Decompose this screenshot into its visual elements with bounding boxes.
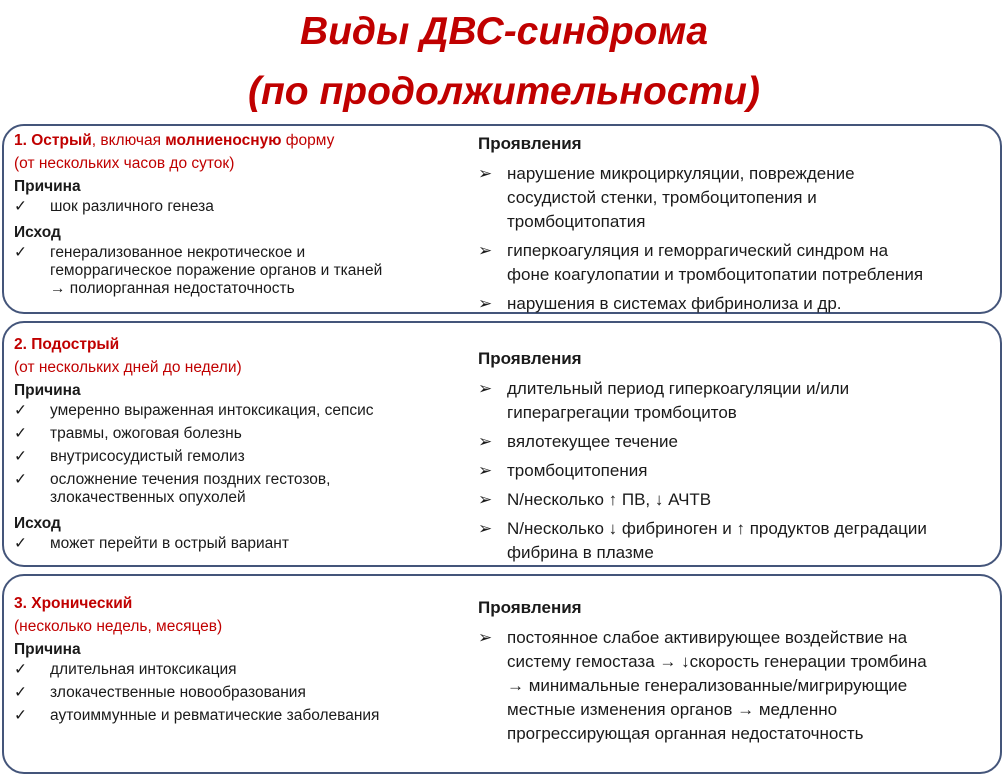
outcome-text: генерализованное некротическое и [50,244,306,261]
subacute-heading: 2. Подострый [14,336,120,353]
manifestation-text: систему гемостаза → ↓скорость генерации тромбина [507,652,927,671]
list-item [478,239,1003,287]
cause-text: злокачественные новообразования [50,684,306,701]
manifestation-text: фибрина в плазме [507,543,654,562]
subacute-duration: (от нескольких дней до недели) [14,359,242,376]
arrow-bullet-icon: ➢ [478,490,493,509]
check-icon: ✓ [14,535,27,552]
list-item [478,488,1003,512]
cause-text: шок различного генеза [50,198,214,215]
list-item [14,244,464,298]
cause-text: умеренно выраженная интоксикация, сепсис [50,402,374,419]
manifestation-text: сосудистой стенки, тромбоцитопения и [507,188,817,207]
check-icon: ✓ [14,425,27,442]
manifestation-text: гиперкоагуляция и геморрагический синдром на [507,241,889,260]
section-acute [2,124,1002,314]
list-item [478,626,1003,746]
manifestation-text: гиперагрегации тромбоцитов [507,403,737,422]
cause-text: осложнение течения поздних гестозов, [50,471,331,488]
list-item [478,430,1003,454]
acute-duration: (от нескольких часов до суток) [14,155,235,172]
chronic-manifestations-label: Проявления [478,598,582,617]
manifestation-text: тромбоцитопения [507,461,648,480]
arrow-bullet-icon: ➢ [478,241,493,260]
list-item [14,535,464,553]
cause-text: аутоиммунные и ревматические заболевания [50,707,380,724]
acute-left-column [14,129,464,303]
arrow-bullet-icon: ➢ [478,379,493,398]
cause-text: внутрисосудистый гемолиз [50,448,245,465]
outcome-text: может перейти в острый вариант [50,535,289,552]
section-subacute [2,321,1002,567]
list-item [478,292,1003,316]
list-item [478,162,1003,234]
chronic-duration: (несколько недель, месяцев) [14,618,223,635]
cause-text: травмы, ожоговая болезнь [50,425,242,442]
acute-title-part-2: форму [281,132,335,149]
subacute-outcome-label: Исход [14,515,61,532]
manifestation-text: тромбоцитопатия [507,212,646,231]
chronic-heading: 3. Хронический [14,595,133,612]
arrow-bullet-icon: ➢ [478,432,493,451]
acute-number: 1. Острый [14,132,92,149]
chronic-right-column [478,596,1003,751]
list-item [14,661,464,679]
check-icon: ✓ [14,448,27,465]
manifestation-text: нарушения в системах фибринолиза и др. [507,294,842,313]
manifestation-text: вялотекущее течение [507,432,678,451]
list-item [478,377,1003,425]
arrow-bullet-icon: ➢ [478,519,493,538]
list-item [14,402,464,420]
arrow-bullet-icon: ➢ [478,461,493,480]
check-icon: ✓ [14,244,27,261]
manifestation-text: постоянное слабое активирующее воздействие на [507,628,908,647]
chronic-left-column [14,592,464,730]
manifestation-text: фоне коагулопатии и тромбоцитопатии потребления [507,265,924,284]
page-subtitle: (по продолжительности) [248,70,760,113]
section-chronic [2,574,1002,774]
subacute-cause-label: Причина [14,382,81,399]
arrow-bullet-icon: ➢ [478,164,493,183]
check-icon: ✓ [14,471,27,488]
arrow-bullet-icon: ➢ [478,294,493,313]
check-icon: ✓ [14,198,27,215]
manifestation-text: N/несколько ↑ ПВ, ↓ АЧТВ [507,490,712,509]
acute-manifestations-label: Проявления [478,134,582,153]
acute-cause-label: Причина [14,178,81,195]
check-icon: ✓ [14,684,27,701]
subacute-manifestations-label: Проявления [478,349,582,368]
page-title: Виды ДВС-синдрома [299,10,709,53]
manifestation-text: N/несколько ↓ фибриноген и ↑ продуктов деградации [507,519,927,538]
manifestation-text: прогрессирующая органная недостаточность [507,724,864,743]
subacute-left-column [14,333,464,558]
manifestation-text: нарушение микроциркуляции, повреждение [507,164,855,183]
list-item [14,471,464,507]
check-icon: ✓ [14,707,27,724]
list-item [14,684,464,702]
acute-title-emphasis: молниеносную [165,132,282,149]
list-item [478,459,1003,483]
acute-heading [14,129,464,152]
list-item [14,425,464,443]
acute-outcome-label: Исход [14,224,61,241]
subacute-right-column [478,347,1003,570]
manifestation-text: длительный период гиперкоагуляции и/или [507,379,850,398]
list-item [478,517,1003,565]
manifestation-text: местные изменения органов → медленно [507,700,838,719]
outcome-text: геморрагическое поражение органов и тканей [50,262,383,279]
cause-text: злокачественных опухолей [50,489,246,506]
acute-right-column [478,132,1003,321]
outcome-text: → полиорганная недостаточность [50,280,295,297]
manifestation-text: → минимальные генерализованные/мигрирующие [507,676,908,695]
check-icon: ✓ [14,661,27,678]
cause-text: длительная интоксикация [50,661,237,678]
list-item [14,707,464,725]
chronic-cause-label: Причина [14,641,81,658]
check-icon: ✓ [14,402,27,419]
acute-title-part: , включая [91,132,166,149]
list-item [14,448,464,466]
list-item [14,198,464,216]
arrow-bullet-icon: ➢ [478,628,493,647]
